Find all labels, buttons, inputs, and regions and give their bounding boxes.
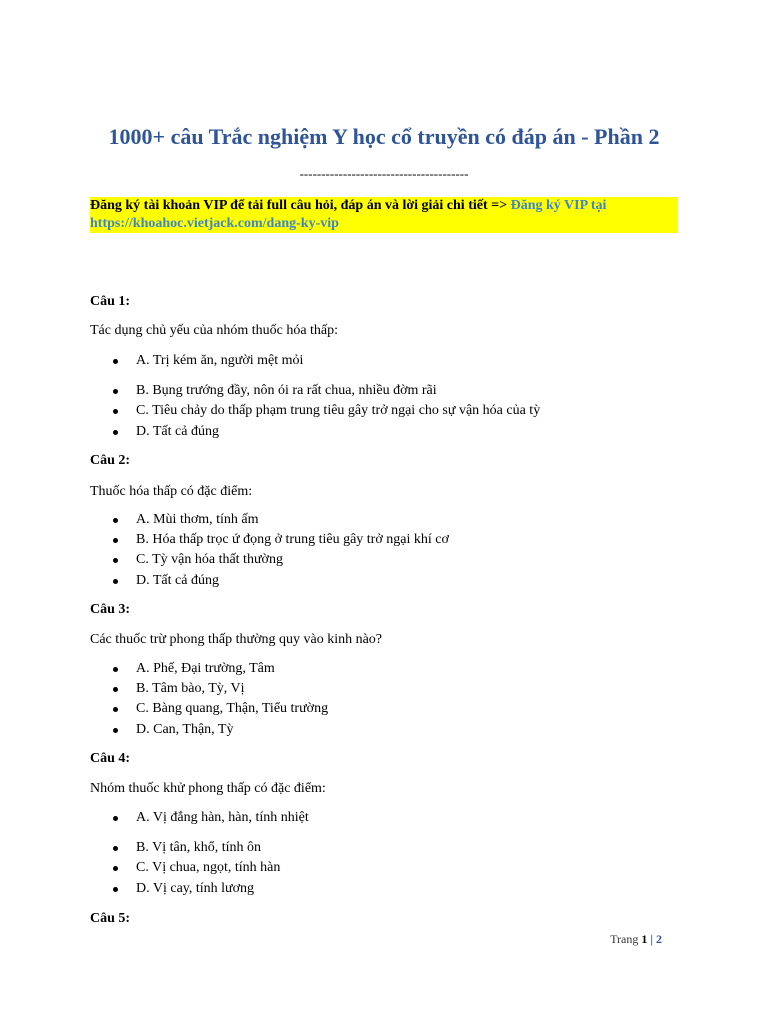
bullet-icon	[113, 667, 118, 672]
answer-option: B. Bụng trướng đầy, nôn ói ra rất chua, nhiều đờm rãi	[136, 383, 437, 398]
footer-label: Trang	[610, 932, 639, 946]
question-label: Câu 5:	[90, 911, 131, 926]
bullet-icon	[113, 687, 118, 692]
answer-option: A. Mùi thơm, tính ấm	[136, 512, 259, 527]
page-title: 1000+ câu Trắc nghiệm Y học cổ truyền có đáp án - Phần 2	[108, 124, 660, 149]
answer-option: B. Hóa thấp trọc ứ đọng ở trung tiêu gây trở ngại khí cơ	[136, 532, 449, 547]
answer-option: C. Bàng quang, Thận, Tiểu trường	[136, 701, 329, 716]
footer-divider: |	[650, 932, 653, 946]
bullet-icon	[113, 359, 118, 364]
answer-option: B. Tâm bào, Tỳ, Vị	[136, 681, 245, 696]
answer-option: B. Vị tân, khổ, tính ôn	[136, 840, 261, 855]
answer-option: A. Vị đắng hàn, hàn, tính nhiệt	[136, 810, 309, 825]
title-separator: ---------------------------------------	[299, 166, 469, 181]
question-stem: Tác dụng chủ yếu của nhóm thuốc hóa thấp:	[90, 323, 339, 338]
vip-link-label[interactable]: Đăng ký VIP tại	[510, 198, 607, 213]
question-label: Câu 3:	[90, 602, 131, 617]
bullet-icon	[113, 558, 118, 563]
bullet-icon	[113, 866, 118, 871]
bullet-icon	[113, 518, 118, 523]
bullet-icon	[113, 389, 118, 394]
vip-link-url[interactable]: https://khoahoc.vietjack.com/dang-ky-vip	[90, 216, 339, 231]
answer-option: A. Phế, Đại trường, Tâm	[136, 661, 275, 676]
answer-option: C. Tỳ vận hóa thất thường	[136, 552, 283, 567]
bullet-icon	[113, 728, 118, 733]
answer-option: C. Vị chua, ngọt, tính hàn	[136, 860, 281, 875]
bullet-icon	[113, 430, 118, 435]
answer-option: A. Trị kém ăn, người mệt mỏi	[136, 353, 304, 368]
current-page-number: 1	[641, 932, 648, 946]
vip-banner-text: Đăng ký tài khoản VIP để tải full câu hỏi, đáp án và lời giải chi tiết =>	[90, 198, 511, 213]
question-stem: Nhóm thuốc khử phong thấp có đặc điểm:	[90, 781, 326, 796]
question-stem: Thuốc hóa thấp có đặc điểm:	[90, 484, 253, 499]
vip-banner	[90, 197, 678, 233]
bullet-icon	[113, 409, 118, 414]
question-stem: Các thuốc trừ phong thấp thường quy vào kinh nào?	[90, 632, 383, 647]
bullet-icon	[113, 707, 118, 712]
bullet-icon	[113, 846, 118, 851]
question-label: Câu 4:	[90, 751, 131, 766]
answer-option: C. Tiêu chảy do thấp phạm trung tiêu gây trở ngại cho sự vận hóa của tỳ	[136, 403, 541, 418]
bullet-icon	[113, 538, 118, 543]
total-pages-number: 2	[656, 932, 662, 946]
bullet-icon	[113, 579, 118, 584]
answer-option: D. Tất cả đúng	[136, 424, 219, 439]
bullet-icon	[113, 816, 118, 821]
question-label: Câu 2:	[90, 453, 131, 468]
answer-option: D. Can, Thận, Tỳ	[136, 722, 234, 737]
question-label: Câu 1:	[90, 294, 131, 309]
page-footer	[610, 932, 662, 947]
answer-option: D. Tất cả đúng	[136, 573, 219, 588]
bullet-icon	[113, 887, 118, 892]
answer-option: D. Vị cay, tính lương	[136, 881, 255, 896]
